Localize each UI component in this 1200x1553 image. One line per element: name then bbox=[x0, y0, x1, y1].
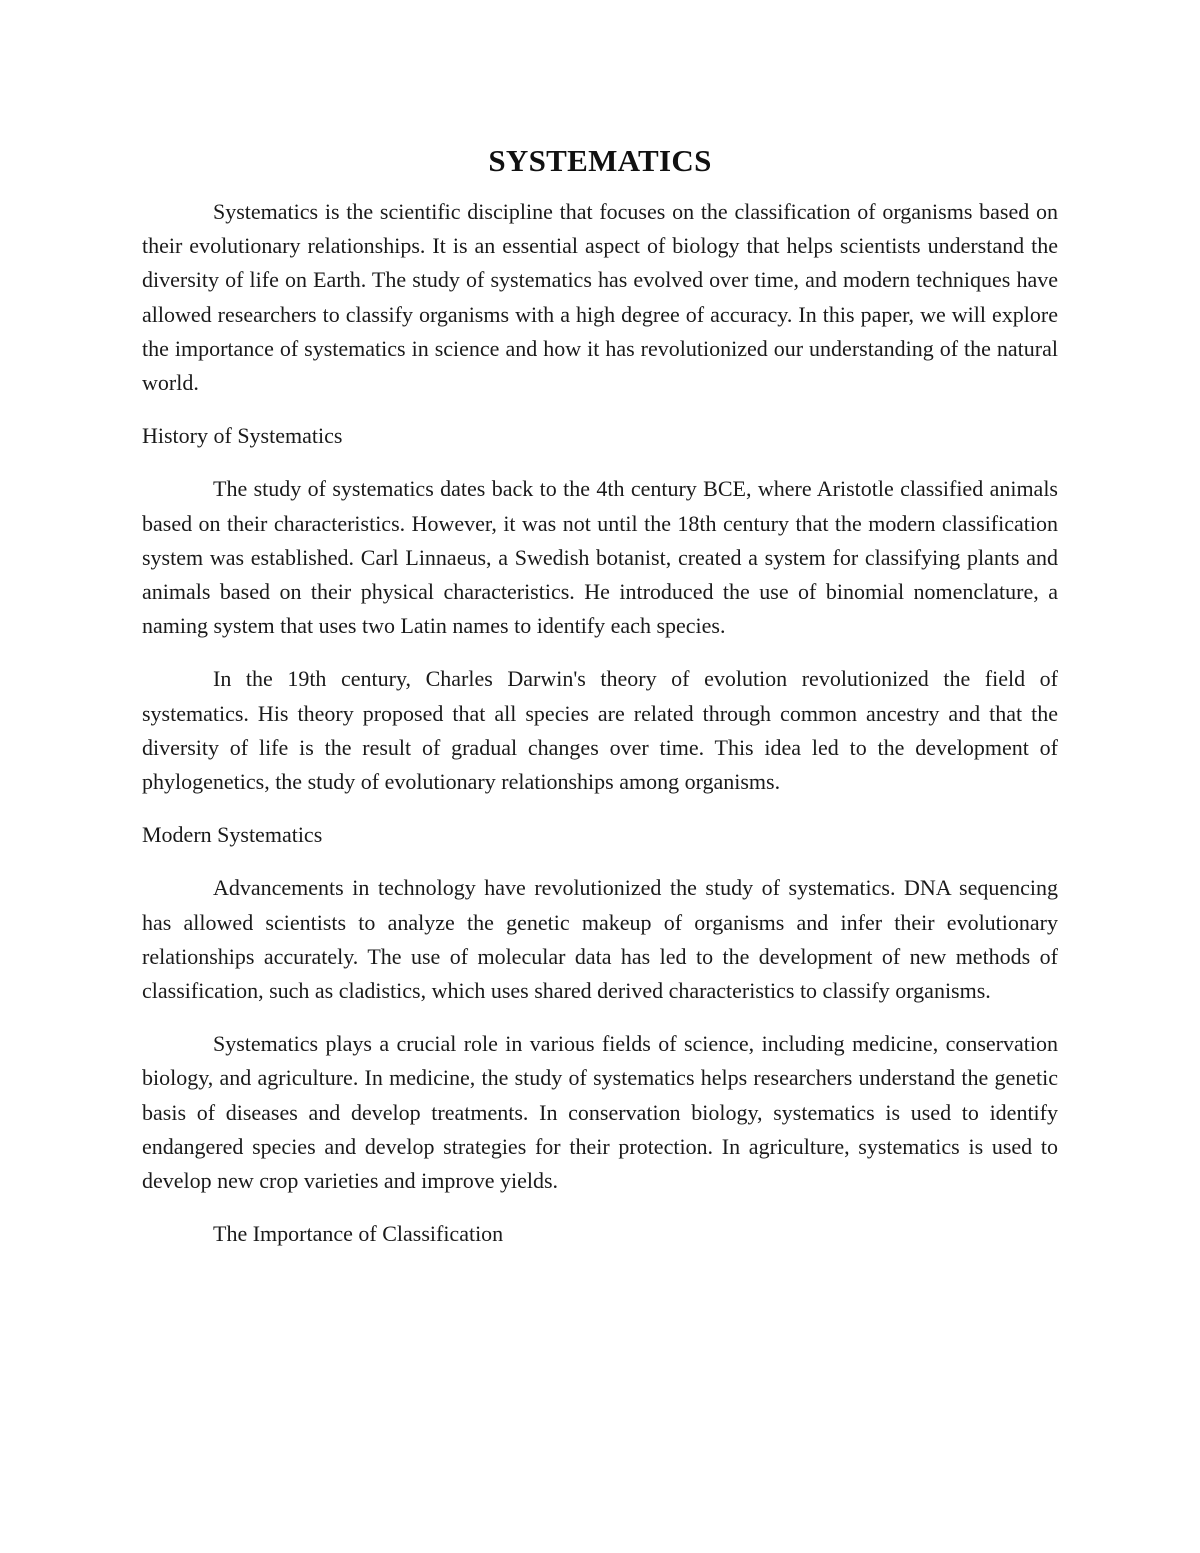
history-paragraph-1: The study of systematics dates back to the 4th century BCE, where Aristotle classified animals based on their characteristics. However, it was not until the 18th century that the modern classification system was established. Carl Linnaeus, a Swedish botanist, created a system for classifying plants and animals based on their physical characteristics. He introduced the use of binomial nomenclature, a naming system that uses two Latin names to identify each species. bbox=[142, 476, 1058, 639]
intro-paragraph: Systematics is the scientific discipline that focuses on the classification of organisms based on their evolutionary relationships. It is an essential aspect of biology that helps scientists understand the diversity of life on Earth. The study of systematics has evolved over time, and modern techniques have allowed researchers to classify organisms with a high degree of accuracy. In this paper, we will explore the importance of systematics in science and how it has revolutionized our understanding of the natural world. bbox=[142, 199, 1058, 396]
section-heading-history: History of Systematics bbox=[142, 423, 343, 449]
modern-paragraph-2: Systematics plays a crucial role in various fields of science, including medicine, conservation biology, and agriculture. In medicine, the study of systematics helps researchers understand the genetic basis of diseases and develop treatments. In conservation biology, systematics is used to identify endangered species and develop strategies for their protection. In agriculture, systematics is used to develop new crop varieties and improve yields. bbox=[142, 1031, 1058, 1194]
history-paragraph-2: In the 19th century, Charles Darwin's theory of evolution revolutionized the field of systematics. His theory proposed that all species are related through common ancestry and that the diversity of life is the result of gradual changes over time. This idea led to the development of phylogenetics, the study of evolutionary relationships among organisms. bbox=[142, 666, 1058, 795]
section-heading-importance: The Importance of Classification bbox=[213, 1221, 504, 1247]
section-heading-modern: Modern Systematics bbox=[142, 822, 323, 848]
document-title: SYSTEMATICS bbox=[488, 143, 712, 178]
modern-paragraph-1: Advancements in technology have revolutionized the study of systematics. DNA sequencing has allowed scientists to analyze the genetic makeup of organisms and infer their evolutionary relationships accurately. The use of molecular data has led to the development of new methods of classification, such as cladistics, which uses shared derived characteristics to classify organisms. bbox=[142, 875, 1058, 1004]
